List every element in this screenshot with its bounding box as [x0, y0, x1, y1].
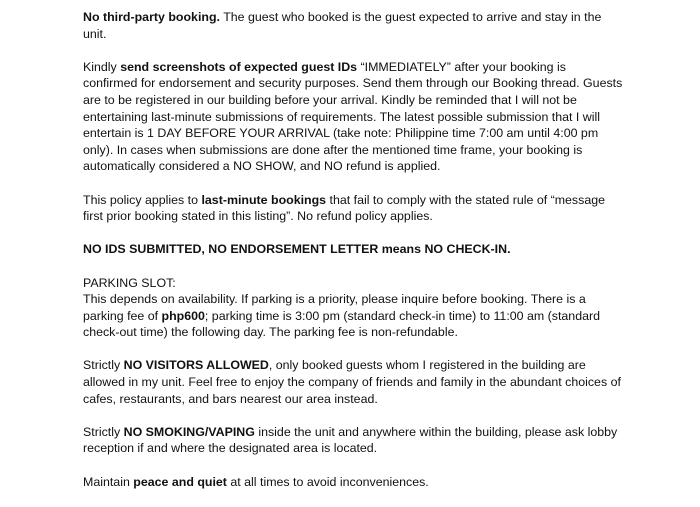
text-run: The guest who booked is the guest expected to arrive and stay in the unit. — [83, 10, 602, 41]
bold-text: No third-party booking. — [83, 10, 220, 24]
text-run: Strictly — [83, 358, 124, 373]
policy-document — [83, 9, 623, 507]
text-run: Strictly — [83, 424, 124, 439]
text-run: , only booked guests whom I registered in the building are allowed in my unit. Feel free to enjoy the company of friends and family in the abundant choices of cafes, restaurants, and bars nearest our area instead. — [83, 358, 621, 406]
bold-text: NO VISITORS ALLOWED — [123, 358, 269, 373]
bold-text: php600 — [161, 308, 205, 323]
paragraph-peace-and-quiet — [83, 474, 623, 491]
text-run: Maintain — [83, 474, 134, 489]
text-run: at all times to avoid inconveniences. — [226, 474, 429, 489]
text-run: Kindly — [83, 59, 121, 74]
bold-text: send screenshots of expected guest IDs — [120, 59, 358, 74]
bold-text: NO SMOKING/VAPING — [123, 424, 255, 439]
bold-text: last-minute bookings — [201, 192, 327, 207]
bold-text: NO IDS SUBMITTED, NO ENDORSEMENT LETTER means NO CHECK-IN. — [83, 242, 511, 257]
paragraph-no-smoking — [83, 424, 623, 457]
text-run: This policy applies to — [83, 192, 202, 207]
paragraph-last-minute-bookings — [83, 192, 623, 225]
paragraph-third-party-booking — [83, 9, 623, 42]
text-run: inside the unit and anywhere within the building, please ask lobby reception if and where the designated area is located. — [83, 424, 618, 456]
text-run: that fail to comply with the stated rule of “message first prior booking stated in this listing”. No refund policy applies. — [83, 192, 606, 224]
text-run: This depends on availability. If parking is a priority, please inquire before booking. There is a parking fee of — [83, 292, 586, 323]
paragraph-no-visitors — [83, 357, 623, 407]
bold-text: peace and quiet — [133, 474, 227, 489]
text-run: ; parking time is 3:00 pm (standard check-in time) to 11:00 am (standard check-out time) the following day. The parking fee is non-refundable. — [83, 308, 600, 340]
paragraph-guest-ids — [83, 59, 623, 175]
paragraph-no-ids-no-checkin — [83, 241, 623, 258]
parking-heading: PARKING SLOT: — [83, 275, 176, 290]
text-run: “IMMEDIATELY” after your booking is confirmed for endorsement and security purposes. Send them through our Booking thread. Guests are to be registered in our building before your arrival. Kindly be reminded that I will not be entertaining last-minute submissions of requirements. The latest possible submission that I will entertain is 1 DAY BEFORE YOUR ARRIVAL (take note: Philippine time 7:00 am until 4:00 pm only). In cases when submissions are done after the mentioned time frame, your booking is automatically considered a NO SHOW, and NO refund is applied. — [83, 59, 623, 174]
paragraph-parking-slot — [83, 275, 623, 341]
